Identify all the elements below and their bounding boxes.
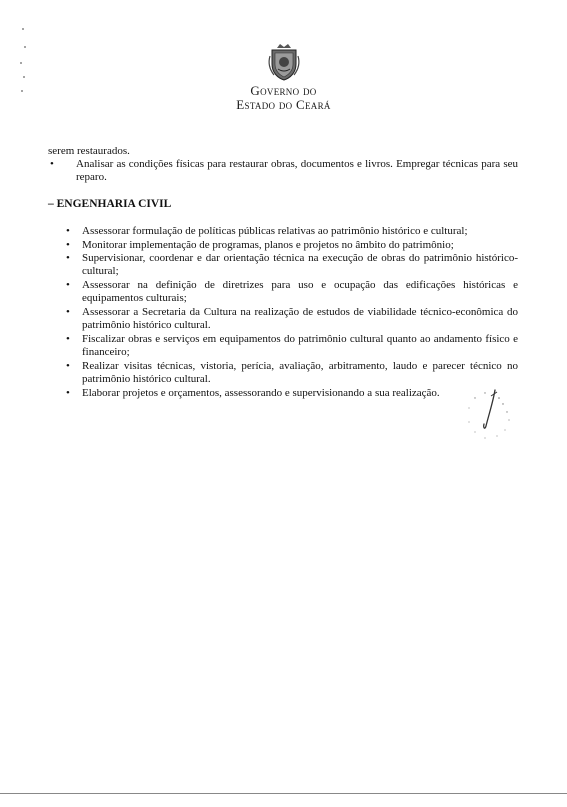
list-item	[48, 225, 518, 238]
intro-bullet	[48, 158, 518, 184]
list-item-text: Monitorar implementação de programas, planos e projetos no âmbito do patrimônio;	[82, 238, 454, 251]
list-item-text: Assessorar na definição de diretrizes para uso e ocupação das edificações históricas e equipamentos culturais;	[82, 279, 518, 305]
bullet-marker: •	[50, 158, 54, 171]
list-item	[48, 360, 518, 386]
list-item-text: Realizar visitas técnicas, vistoria, perícia, avaliação, arbitramento, laudo e parecer técnico no patrimônio histórico cultural.	[82, 359, 518, 386]
bullet-marker: •	[66, 359, 70, 372]
bullet-marker: •	[66, 306, 70, 319]
bottom-rule	[0, 793, 567, 794]
document-body	[48, 145, 518, 400]
list-item-text: Supervisionar, coordenar e dar orientação técnica na execução de obras do patrimônio histórico-cultural;	[82, 252, 518, 278]
list-item	[48, 333, 518, 359]
intro-bullet-text: Analisar as condições físicas para restaurar obras, documentos e livros. Empregar técnicas para seu reparo.	[76, 158, 518, 184]
bullet-marker: •	[66, 252, 70, 265]
state-coat-of-arms-icon	[266, 42, 302, 82]
bullet-marker: •	[66, 224, 70, 237]
bullet-marker: •	[66, 279, 70, 292]
header-line-2: Estado do Ceará	[236, 97, 331, 112]
header-line-1: Governo do	[250, 83, 317, 98]
list-item-text: Assessorar a Secretaria da Cultura na realização de estudos de viabilidade técnico-econômica do patrimônio histórico cultural.	[82, 306, 518, 332]
document-header	[0, 42, 567, 112]
scan-speck	[22, 28, 24, 30]
intro-continuation: serem restaurados.	[48, 145, 130, 157]
list-item	[48, 387, 518, 400]
list-item	[48, 279, 518, 305]
list-item	[48, 252, 518, 278]
list-item-text: Assessorar formulação de políticas públicas relativas ao patrimônio histórico e cultural;	[82, 224, 468, 237]
section-title: – ENGENHARIA CIVIL	[48, 197, 172, 210]
handwritten-initial-signature-icon	[455, 384, 525, 454]
responsibilities-list	[48, 225, 518, 400]
bullet-marker: •	[66, 386, 70, 399]
bullet-marker: •	[66, 238, 70, 251]
bullet-marker: •	[66, 332, 70, 345]
list-item	[48, 306, 518, 332]
list-item-text: Elaborar projetos e orçamentos, assessorando e supervisionando a sua realização.	[82, 386, 440, 399]
list-item	[48, 239, 518, 252]
list-item-text: Fiscalizar obras e serviços em equipamentos do patrimônio cultural quanto ao andamento físico e financeiro;	[82, 332, 518, 359]
